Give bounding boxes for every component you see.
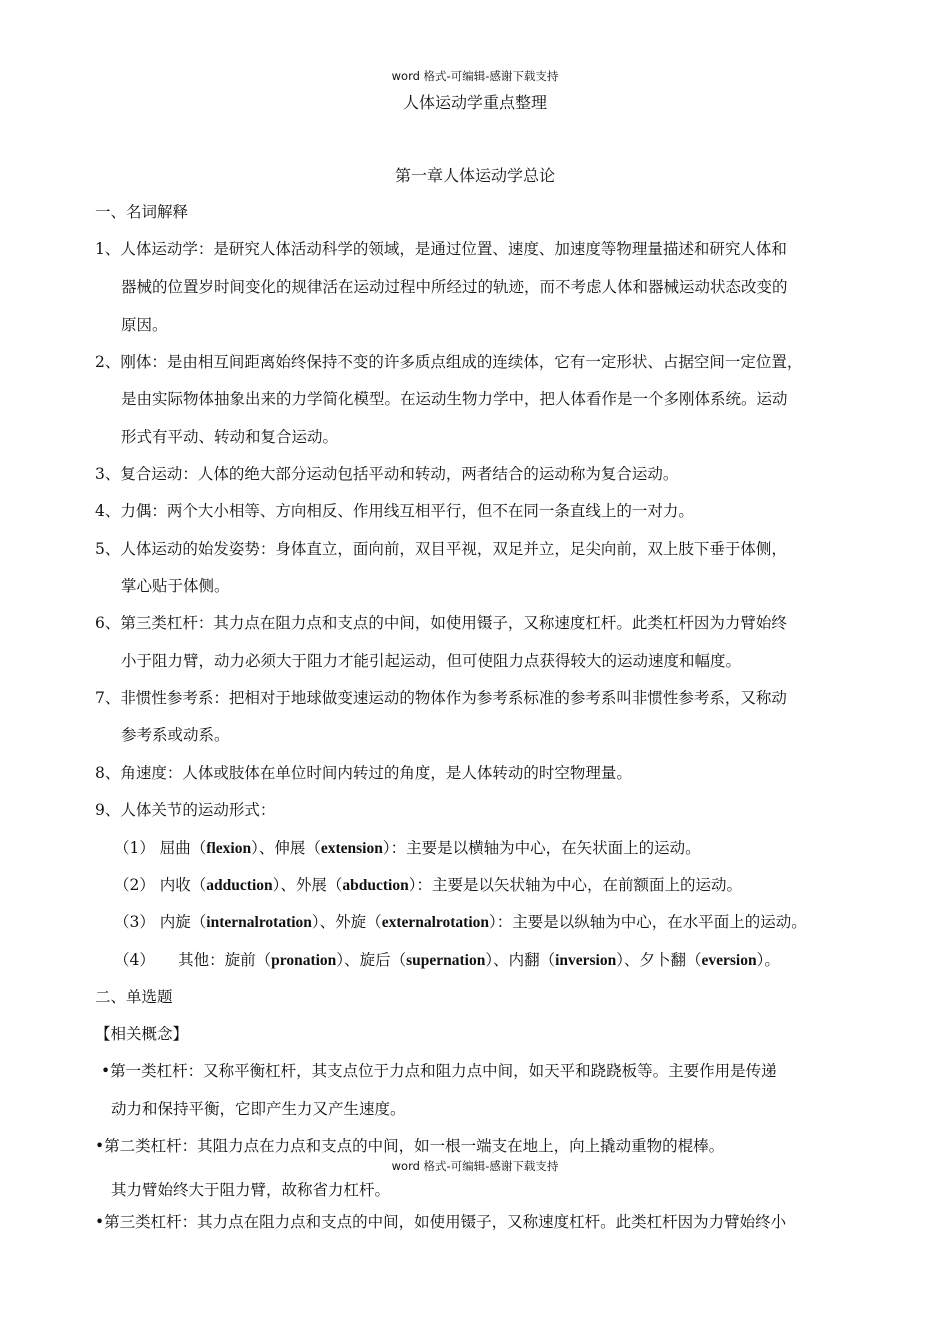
section-heading-definitions: 一、名词解释 <box>95 203 189 221</box>
motion-form-1: （1） 屈曲（flexion）、伸展（extension）：主要是以横轴为中心，在矢状面上的运动。 <box>114 839 701 857</box>
definition-5-line-1: 5、人体运动的始发姿势：身体直立，面向前，双目平视，双足并立，足尖向前，双上肢下垂于体侧， <box>95 540 787 558</box>
definition-2-line-2: 是由实际物体抽象出来的力学简化模型。在运动生物力学中，把人体看作是一个多刚体系统。运动 <box>121 390 788 408</box>
definition-3: 3、复合运动：人体的绝大部分运动包括平动和转动，两者结合的运动称为复合运动。 <box>95 465 679 483</box>
page-header: word 格式-可编辑-感谢下载支持 <box>391 69 559 83</box>
section-heading-single-choice: 二、单选题 <box>95 988 173 1006</box>
page-header-repeat: word 格式-可编辑-感谢下载支持 <box>391 1159 559 1173</box>
lever-1-line-1: •第一类杠杆：又称平衡杠杆，其支点位于力点和阻力点中间，如天平和跷跷板等。主要作用是传递 <box>101 1062 777 1080</box>
definition-7-line-2: 参考系或动系。 <box>121 726 230 744</box>
lever-3-line-1: •第三类杠杆：其力点在阻力点和支点的中间，如使用镊子，又称速度杠杆。此类杠杆因为力臂始终小 <box>95 1213 787 1231</box>
definition-5-line-2: 掌心贴于体侧。 <box>121 577 230 595</box>
definition-1-line-1: 1、人体运动学：是研究人体活动科学的领域，是通过位置、速度、加速度等物理量描述和研究人体和 <box>95 240 787 258</box>
lever-2-line-1: •第二类杠杆：其阻力点在力点和支点的中间，如一根一端支在地上，向上撬动重物的棍棒。 <box>95 1137 725 1155</box>
motion-form-3: （3） 内旋（internalrotation）、外旋（externalrotation）：主要是以纵轴为中心，在水平面上的运动。 <box>114 913 807 931</box>
definition-2-line-1: 2、刚体：是由相互间距离始终保持不变的许多质点组成的连续体，它有一定形状、占据空间一定位置， <box>95 353 803 371</box>
definition-2-line-3: 形式有平动、转动和复合运动。 <box>121 428 339 446</box>
motion-form-2: （2） 内收（adduction）、外展（abduction）：主要是以矢状轴为中心，在前额面上的运动。 <box>114 876 743 894</box>
document-title: 人体运动学重点整理 <box>402 93 547 112</box>
lever-2-line-2: 其力臂始终大于阻力臂，故称省力杠杆。 <box>111 1181 391 1199</box>
definition-6-line-1: 6、第三类杠杆：其力点在阻力点和支点的中间，如使用镊子，又称速度杠杆。此类杠杆因为力臂始终 <box>95 614 787 632</box>
lever-1-line-2: 动力和保持平衡，它即产生力又产生速度。 <box>111 1100 406 1118</box>
definition-1-line-2: 器械的位置岁时间变化的规律活在运动过程中所经过的轨迹，而不考虑人体和器械运动状态改变的 <box>121 278 788 296</box>
related-concepts-heading: 【相关概念】 <box>95 1025 189 1043</box>
definition-9: 9、人体关节的运动形式： <box>95 801 276 819</box>
definition-6-line-2: 小于阻力臂，动力必须大于阻力才能引起运动，但可使阻力点获得较大的运动速度和幅度。 <box>121 652 742 670</box>
definition-1-line-3: 原因。 <box>121 316 168 334</box>
definition-7-line-1: 7、非惯性参考系：把相对于地球做变速运动的物体作为参考系标准的参考系叫非惯性参考系，又称动 <box>95 689 787 707</box>
definition-8: 8、角速度：人体或肢体在单位时间内转过的角度，是人体转动的时空物理量。 <box>95 764 632 782</box>
chapter-heading: 第一章人体运动学总论 <box>394 166 555 185</box>
motion-form-4: （4） 其他：旋前（pronation）、旋后（supernation）、内翻（inversion）、夕卜翻（eversion）。 <box>114 951 780 969</box>
definition-4: 4、力偶：两个大小相等、方向相反、作用线互相平行，但不在同一条直线上的一对力。 <box>95 502 694 520</box>
